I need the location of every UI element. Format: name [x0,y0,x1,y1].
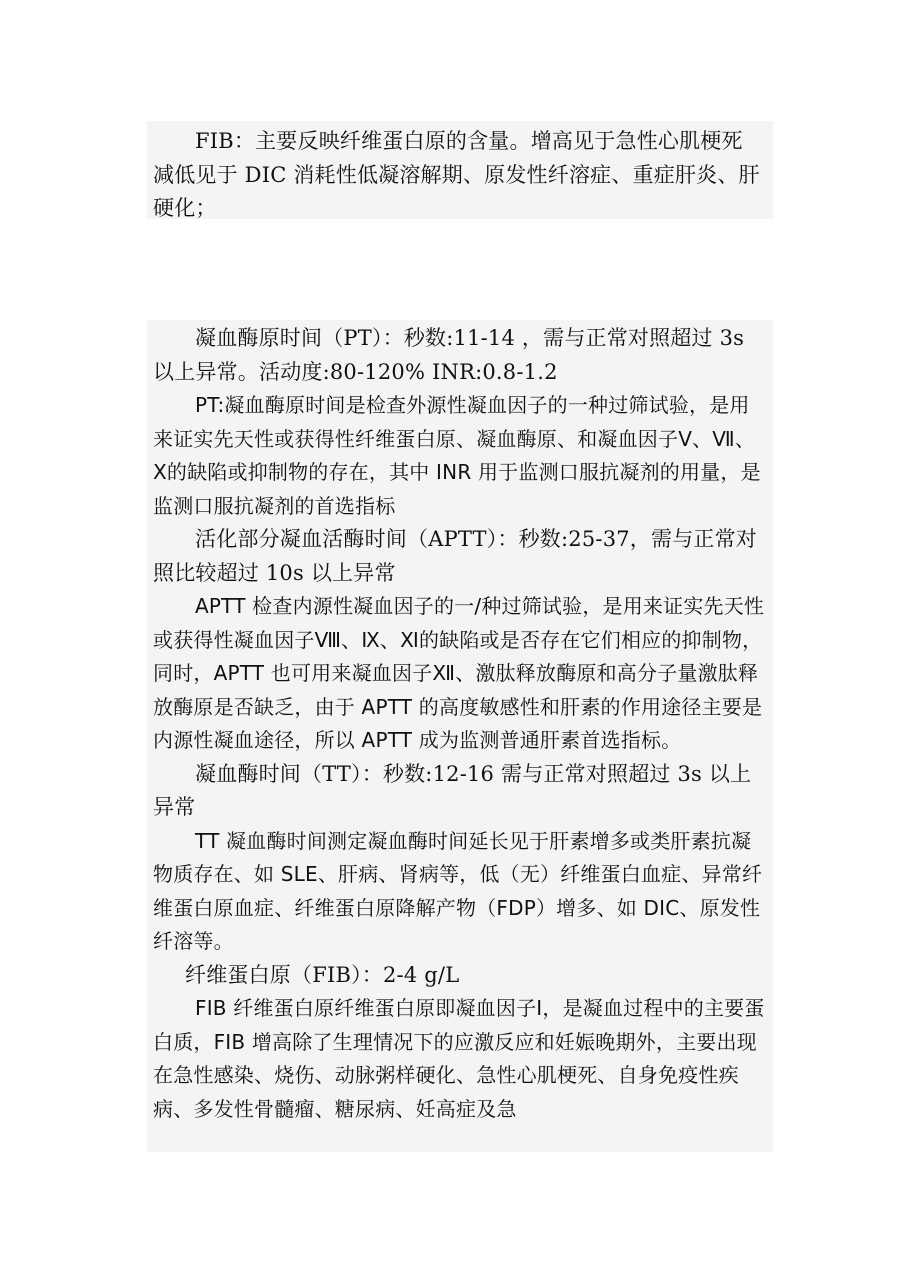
tt-heading-paragraph: 凝血酶时间（TT）：秒数:12-16 需与正常对照超过 3s 以上异常 [153,761,752,819]
tt-description-paragraph: TT 凝血酶时间测定凝血酶时间延长见于肝素增多或类肝素抗凝物质存在、如 SLE、肝病、肾病等，低（无）纤维蛋白血症、异常纤维蛋白原血症、纤维蛋白原降解产物（FDP）增多、如 DIC、原发性纤溶等。 [153,828,763,953]
coagulation-tests-block [147,320,773,1152]
fib-heading-paragraph: 纤维蛋白原（FIB）：2-4 g/L [185,962,460,987]
pt-heading-paragraph: 凝血酶原时间（PT）：秒数:11-14 ，需与正常对照超过 3s 以上异常。活动度:80-120% INR:0.8-1.2 [153,326,745,384]
fib-description-paragraph: FIB 纤维蛋白原纤维蛋白原即凝血因子Ⅰ，是凝血过程中的主要蛋白质，FIB 增高除了生理情况下的应激反应和妊娠晚期外，主要出现在急性感染、烧伤、动脉粥样硬化、急性心肌梗死、自身免疫性疾病、多发性骨髓瘤、糖尿病、妊高症及急 [153,996,765,1121]
fib-summary-paragraph: FIB：主要反映纤维蛋白原的含量。增高见于急性心肌梗死 减低见于 DIC 消耗性低凝溶解期、原发性纤溶症、重症肝炎、肝硬化； [153,129,760,220]
aptt-description-paragraph: APTT 检查内源性凝血因子的一/种过筛试验，是用来证实先天性或获得性凝血因子Ⅷ、Ⅸ、Ⅺ的缺陷或是否存在它们相应的抑制物，同时，APTT 也可用来凝血因子Ⅻ、激肽释放酶原和高分子量激肽释放酶原是否缺乏，由于 APTT 的高度敏感性和肝素的作用途径主要是内源性凝血途径，所以 APTT 成为监测普通肝素首选指标。 [153,594,765,752]
aptt-heading-paragraph: 活化部分凝血活酶时间（APTT）：秒数:25-37，需与正常对照比较超过 10s 以上异常 [153,527,758,585]
fib-summary-block [147,121,773,219]
pt-description-paragraph: PT:凝血酶原时间是检查外源性凝血因子的一种过筛试验，是用来证实先天性或获得性纤维蛋白原、凝血酶原、和凝血因子Ⅴ、Ⅶ、Ⅹ的缺陷或抑制物的存在，其中 INR 用于监测口服抗凝剂的用量，是监测口服抗凝剂的首选指标 [153,393,761,518]
